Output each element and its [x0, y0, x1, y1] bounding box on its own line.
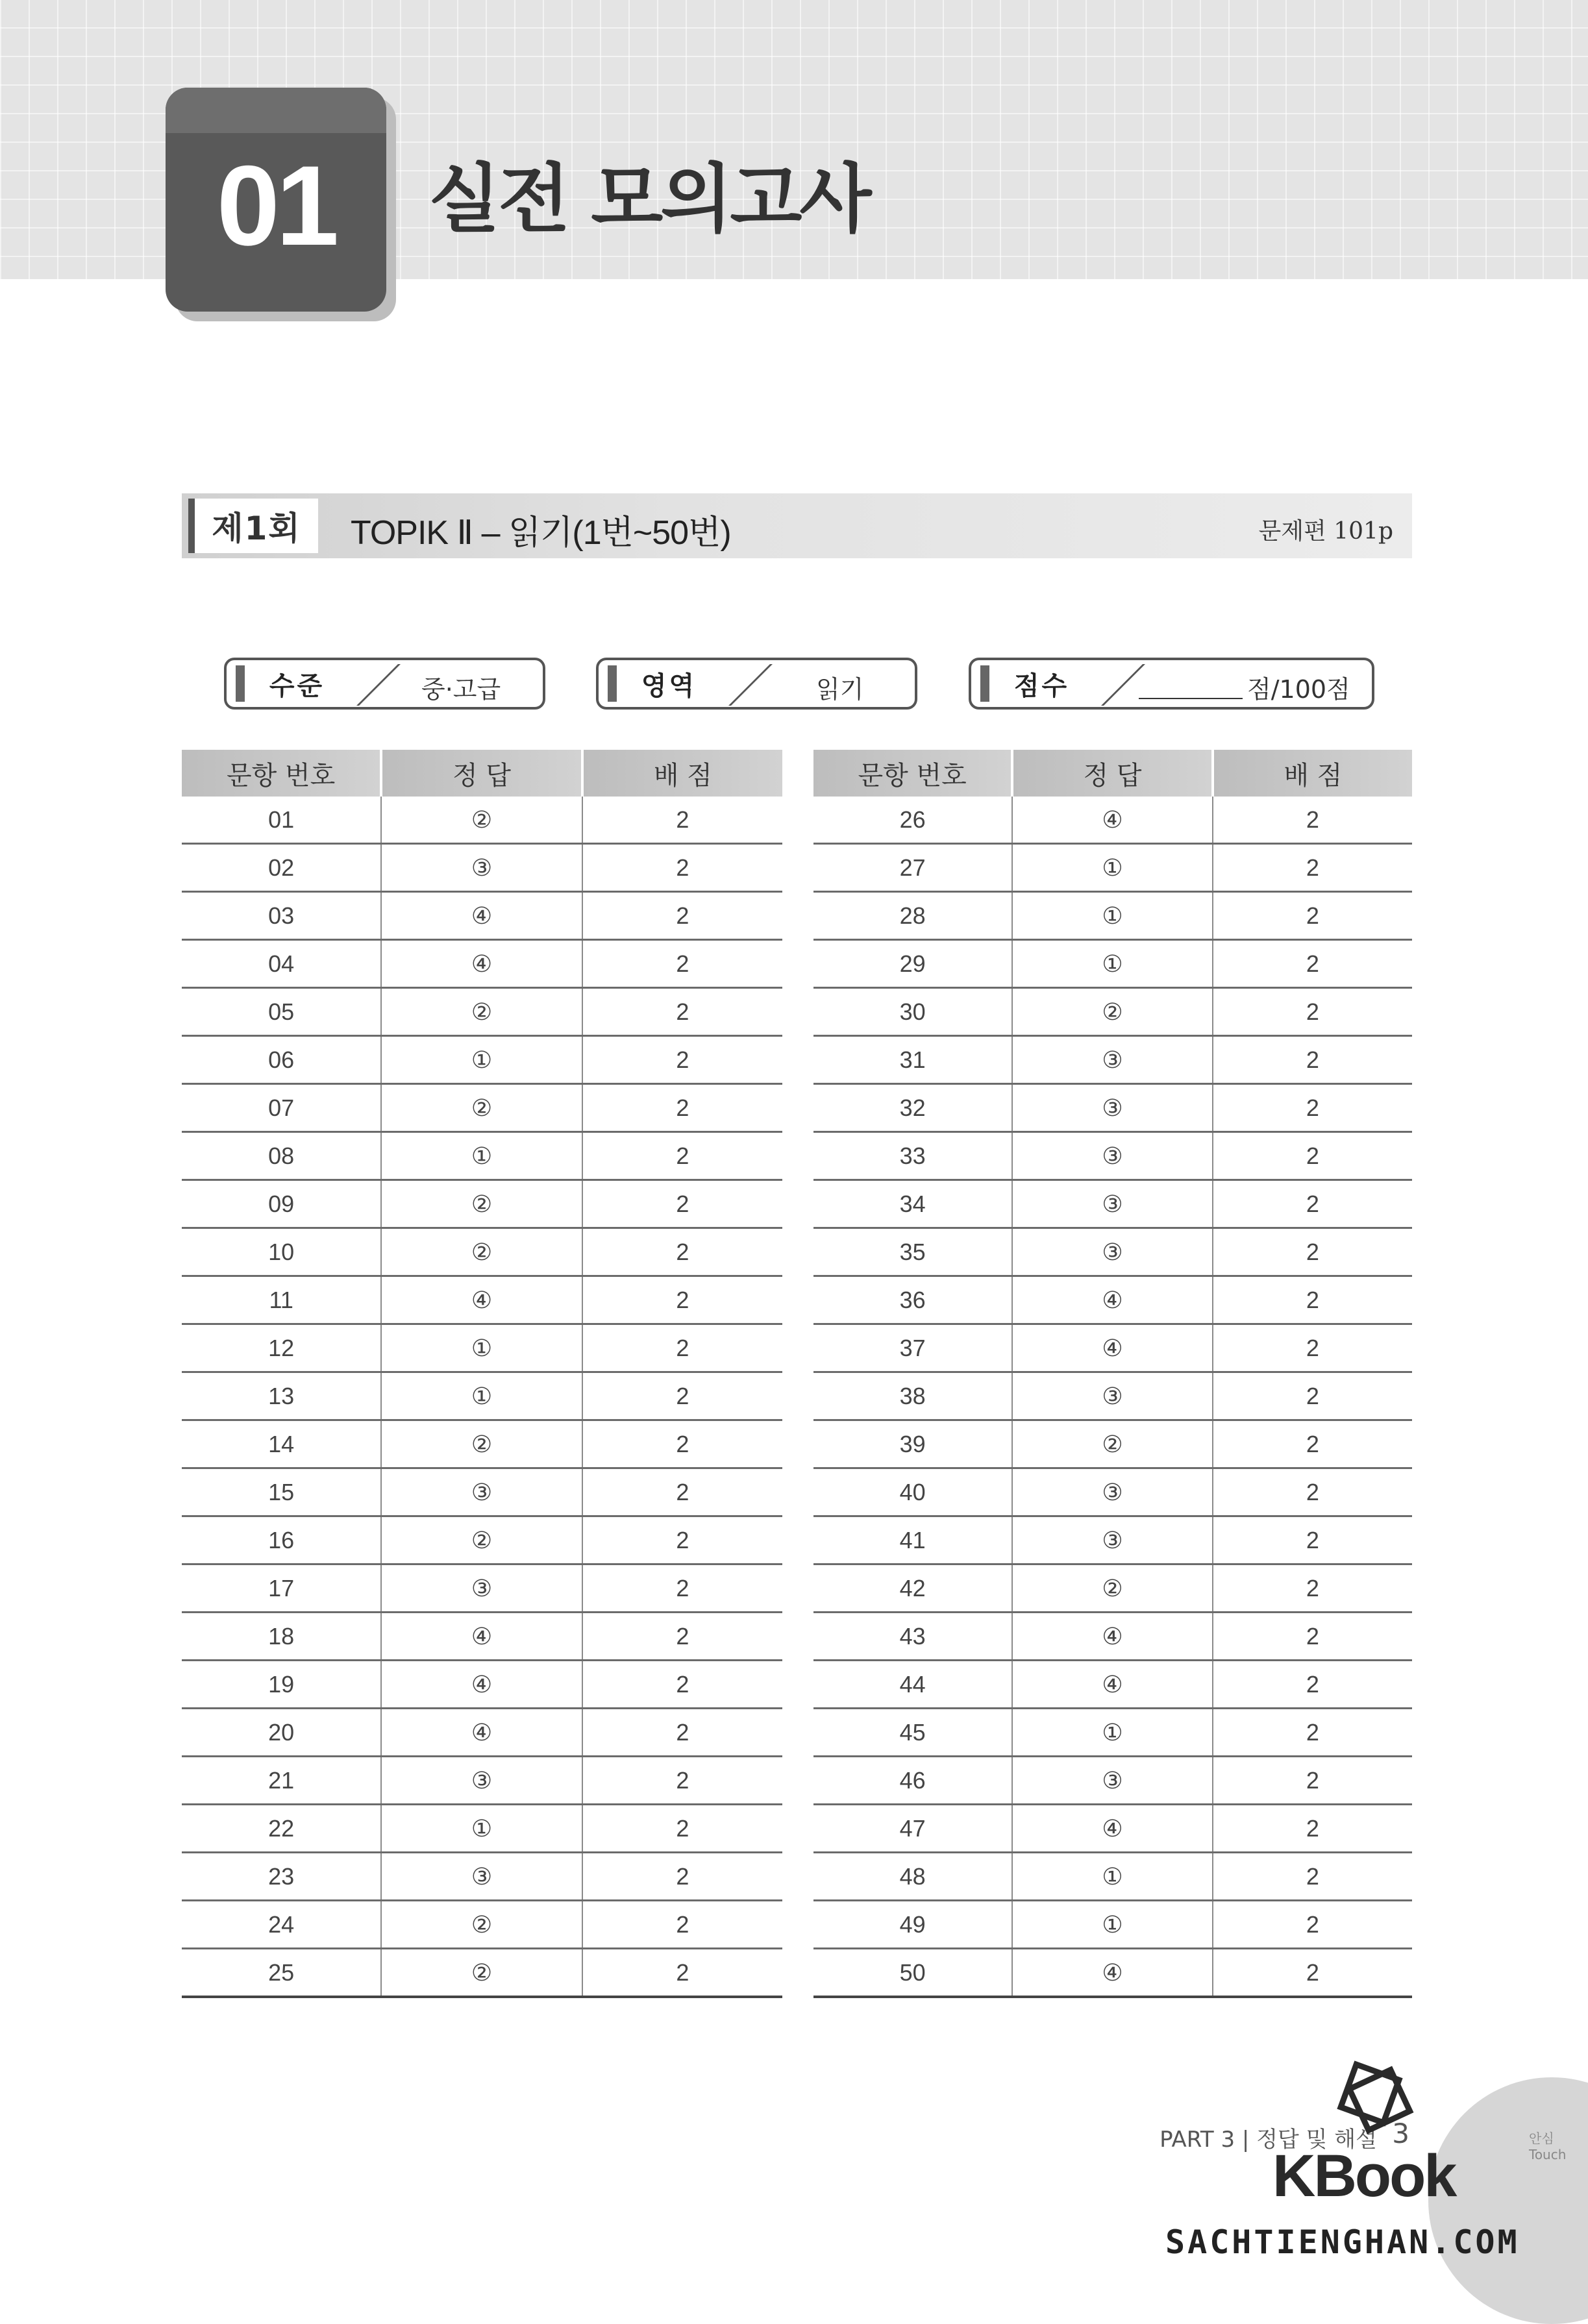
table-row [182, 1228, 782, 1276]
table-row [813, 1036, 1412, 1084]
points-cell: 2 [1213, 1228, 1412, 1276]
table-row [813, 1661, 1412, 1709]
table-row [813, 1468, 1412, 1516]
question-number-cell: 06 [182, 1036, 381, 1084]
points-cell: 2 [582, 1324, 782, 1372]
answer-cell: ④ [1012, 797, 1212, 844]
answer-cell: ④ [381, 1276, 582, 1324]
points-cell: 2 [1213, 1276, 1412, 1324]
question-number-cell: 44 [813, 1661, 1012, 1709]
points-cell: 2 [582, 1420, 782, 1468]
answer-cell: ③ [381, 1564, 582, 1613]
points-cell: 2 [582, 1564, 782, 1613]
points-cell: 2 [1213, 1661, 1412, 1709]
points-cell: 2 [582, 1276, 782, 1324]
question-number-cell: 48 [813, 1853, 1012, 1901]
points-cell: 2 [582, 940, 782, 988]
points-cell: 2 [1213, 1036, 1412, 1084]
points-cell: 2 [1213, 1805, 1412, 1853]
table-row [182, 1516, 782, 1564]
table-row [813, 1132, 1412, 1180]
question-number-cell: 11 [182, 1276, 381, 1324]
answer-cell: ③ [381, 844, 582, 892]
points-cell: 2 [1213, 892, 1412, 940]
table-row [182, 1757, 782, 1805]
pill-divider [356, 664, 401, 706]
table-row [182, 1709, 782, 1757]
question-number-cell: 41 [813, 1516, 1012, 1564]
points-cell: 2 [1213, 1516, 1412, 1564]
table-row [182, 844, 782, 892]
question-number-cell: 46 [813, 1757, 1012, 1805]
points-cell: 2 [1213, 940, 1412, 988]
answer-cell: ① [381, 1036, 582, 1084]
table-row [813, 1949, 1412, 1997]
area-pill [596, 658, 917, 710]
table-row [813, 1228, 1412, 1276]
answer-cell: ③ [1012, 1516, 1212, 1564]
table-row [813, 1324, 1412, 1372]
corner-label: 안심Touch [1529, 2131, 1567, 2162]
question-number-cell: 35 [813, 1228, 1012, 1276]
table-row [813, 797, 1412, 844]
question-number-cell: 20 [182, 1709, 381, 1757]
question-number-cell: 37 [813, 1324, 1012, 1372]
table-row [182, 940, 782, 988]
question-number-cell: 47 [813, 1805, 1012, 1853]
points-cell: 2 [582, 1661, 782, 1709]
table-row [813, 1564, 1412, 1613]
answer-cell: ④ [1012, 1324, 1212, 1372]
score-value: 점/100점 [1247, 675, 1350, 704]
points-cell: 2 [582, 1853, 782, 1901]
chapter-box [166, 88, 386, 312]
table-row [813, 844, 1412, 892]
question-number-cell: 34 [813, 1180, 1012, 1228]
answer-table-left [182, 750, 782, 1998]
points-cell: 2 [1213, 1420, 1412, 1468]
answer-cell: ③ [1012, 1372, 1212, 1420]
answer-cell: ④ [1012, 1949, 1212, 1997]
pill-divider [1101, 664, 1145, 706]
points-cell: 2 [1213, 1180, 1412, 1228]
answer-cell: ② [381, 1949, 582, 1997]
points-cell: 2 [1213, 988, 1412, 1036]
points-cell: 2 [582, 1516, 782, 1564]
col-answer: 정 답 [381, 750, 582, 797]
table-row [182, 1949, 782, 1997]
table-header-row [182, 750, 782, 797]
answer-cell: ① [1012, 1853, 1212, 1901]
answer-cell: ③ [1012, 1468, 1212, 1516]
points-cell: 2 [582, 1709, 782, 1757]
chapter-title: 실전 모의고사 [428, 156, 869, 243]
answer-cell: ② [1012, 1420, 1212, 1468]
answer-cell: ③ [1012, 1228, 1212, 1276]
answer-cell: ① [381, 1324, 582, 1372]
table-row [182, 892, 782, 940]
section-reference: 문제편 101p [1258, 518, 1393, 545]
question-number-cell: 36 [813, 1276, 1012, 1324]
points-cell: 2 [582, 892, 782, 940]
table-row [813, 1805, 1412, 1853]
answer-cell: ③ [1012, 1757, 1212, 1805]
points-cell: 2 [582, 1613, 782, 1661]
score-blank-line [1139, 698, 1243, 699]
table-row [182, 1853, 782, 1901]
answer-cell: ② [381, 1228, 582, 1276]
answer-cell: ② [381, 1420, 582, 1468]
question-number-cell: 15 [182, 1468, 381, 1516]
points-cell: 2 [1213, 1132, 1412, 1180]
section-title: TOPIK Ⅱ – 읽기(1번~50번) [351, 514, 731, 552]
footer-part-text: PART 3 | 정답 및 해설 [1160, 2127, 1377, 2153]
question-number-cell: 05 [182, 988, 381, 1036]
question-number-cell: 01 [182, 797, 381, 844]
answer-cell: ① [1012, 1901, 1212, 1949]
points-cell: 2 [582, 797, 782, 844]
table-row [182, 1468, 782, 1516]
question-number-cell: 26 [813, 797, 1012, 844]
answer-cell: ② [381, 1516, 582, 1564]
question-number-cell: 21 [182, 1757, 381, 1805]
question-number-cell: 10 [182, 1228, 381, 1276]
answer-cell: ① [1012, 940, 1212, 988]
answer-cell: ② [381, 988, 582, 1036]
question-number-cell: 03 [182, 892, 381, 940]
question-number-cell: 18 [182, 1613, 381, 1661]
table-row [182, 1324, 782, 1372]
question-number-cell: 43 [813, 1613, 1012, 1661]
answer-cell: ④ [381, 1613, 582, 1661]
table-row [813, 988, 1412, 1036]
table-row [813, 1757, 1412, 1805]
table-row [813, 1180, 1412, 1228]
table-row [813, 1853, 1412, 1901]
answer-cell: ② [381, 797, 582, 844]
question-number-cell: 40 [813, 1468, 1012, 1516]
table-row [182, 1036, 782, 1084]
answer-cell: ③ [1012, 1084, 1212, 1132]
table-header-row [813, 750, 1412, 797]
col-answer: 정 답 [1012, 750, 1212, 797]
answer-cell: ③ [381, 1757, 582, 1805]
table-row [182, 1805, 782, 1853]
question-number-cell: 31 [813, 1036, 1012, 1084]
question-number-cell: 09 [182, 1180, 381, 1228]
points-cell: 2 [1213, 1901, 1412, 1949]
question-number-cell: 30 [813, 988, 1012, 1036]
question-number-cell: 24 [182, 1901, 381, 1949]
points-cell: 2 [1213, 1709, 1412, 1757]
table-row [182, 1084, 782, 1132]
question-number-cell: 38 [813, 1372, 1012, 1420]
site-url: SACHTIENGHAN.COM [1165, 2223, 1520, 2261]
points-cell: 2 [1213, 1853, 1412, 1901]
question-number-cell: 23 [182, 1853, 381, 1901]
answer-cell: ③ [381, 1468, 582, 1516]
answer-cell: ④ [1012, 1805, 1212, 1853]
answer-cell: ① [1012, 892, 1212, 940]
table-row [813, 1372, 1412, 1420]
points-cell: 2 [582, 1901, 782, 1949]
col-question-number: 문항 번호 [182, 750, 381, 797]
question-number-cell: 16 [182, 1516, 381, 1564]
points-cell: 2 [1213, 844, 1412, 892]
pill-divider [728, 664, 773, 706]
question-number-cell: 08 [182, 1132, 381, 1180]
points-cell: 2 [582, 1757, 782, 1805]
question-number-cell: 39 [813, 1420, 1012, 1468]
answer-cell: ④ [1012, 1661, 1212, 1709]
answer-cell: ③ [1012, 1036, 1212, 1084]
kbook-logo-text: KBook [1272, 2143, 1456, 2209]
score-pill [969, 658, 1374, 710]
table-row [813, 1084, 1412, 1132]
table-row [182, 1420, 782, 1468]
table-row [182, 1132, 782, 1180]
col-points: 배 점 [1213, 750, 1412, 797]
points-cell: 2 [1213, 1468, 1412, 1516]
answer-cell: ② [1012, 988, 1212, 1036]
answer-cell: ④ [1012, 1276, 1212, 1324]
question-number-cell: 29 [813, 940, 1012, 988]
table-row [813, 1276, 1412, 1324]
question-number-cell: 45 [813, 1709, 1012, 1757]
points-cell: 2 [582, 1805, 782, 1853]
table-row [813, 892, 1412, 940]
answer-cell: ③ [1012, 1132, 1212, 1180]
question-number-cell: 14 [182, 1420, 381, 1468]
answer-cell: ② [1012, 1564, 1212, 1613]
points-cell: 2 [582, 1228, 782, 1276]
points-cell: 2 [1213, 1613, 1412, 1661]
points-cell: 2 [582, 1949, 782, 1997]
table-row [813, 1516, 1412, 1564]
level-label: 수준 [236, 665, 349, 702]
score-label: 점수 [980, 665, 1094, 702]
table-row [813, 1901, 1412, 1949]
table-row [813, 1613, 1412, 1661]
points-cell: 2 [582, 1084, 782, 1132]
answer-cell: ④ [1012, 1613, 1212, 1661]
question-number-cell: 27 [813, 844, 1012, 892]
question-number-cell: 33 [813, 1132, 1012, 1180]
question-number-cell: 25 [182, 1949, 381, 1997]
points-cell: 2 [582, 988, 782, 1036]
table-row [182, 1901, 782, 1949]
points-cell: 2 [582, 844, 782, 892]
table-row [182, 1564, 782, 1613]
answer-cell: ① [381, 1372, 582, 1420]
points-cell: 2 [1213, 1324, 1412, 1372]
table-row [182, 1276, 782, 1324]
answer-cell: ② [381, 1901, 582, 1949]
answer-table-right [813, 750, 1412, 1998]
points-cell: 2 [1213, 1084, 1412, 1132]
answer-cell: ① [381, 1805, 582, 1853]
answer-cell: ④ [381, 1709, 582, 1757]
table-row [813, 940, 1412, 988]
points-cell: 2 [582, 1180, 782, 1228]
points-cell: 2 [1213, 1564, 1412, 1613]
points-cell: 2 [1213, 797, 1412, 844]
answer-cell: ① [1012, 844, 1212, 892]
points-cell: 2 [1213, 1757, 1412, 1805]
question-number-cell: 07 [182, 1084, 381, 1132]
question-number-cell: 49 [813, 1901, 1012, 1949]
answer-cell: ④ [381, 892, 582, 940]
table-row [182, 1661, 782, 1709]
area-value: 읽기 [816, 675, 864, 704]
question-number-cell: 28 [813, 892, 1012, 940]
points-cell: 2 [582, 1132, 782, 1180]
points-cell: 2 [1213, 1372, 1412, 1420]
col-points: 배 점 [582, 750, 782, 797]
table-row [813, 1709, 1412, 1757]
answer-cell: ② [381, 1084, 582, 1132]
question-number-cell: 17 [182, 1564, 381, 1613]
table-row [182, 1372, 782, 1420]
col-question-number: 문항 번호 [813, 750, 1012, 797]
kbook-logo-icon [1311, 2058, 1435, 2149]
area-label: 영역 [608, 665, 721, 702]
answer-cell: ④ [381, 940, 582, 988]
answer-cell: ② [381, 1180, 582, 1228]
answer-cell: ③ [381, 1853, 582, 1901]
points-cell: 2 [582, 1468, 782, 1516]
question-number-cell: 19 [182, 1661, 381, 1709]
points-cell: 2 [1213, 1949, 1412, 1997]
answer-cell: ① [1012, 1709, 1212, 1757]
question-number-cell: 12 [182, 1324, 381, 1372]
question-number-cell: 04 [182, 940, 381, 988]
question-number-cell: 42 [813, 1564, 1012, 1613]
question-number-cell: 13 [182, 1372, 381, 1420]
level-pill [224, 658, 545, 710]
answer-cell: ① [381, 1132, 582, 1180]
points-cell: 2 [582, 1372, 782, 1420]
answer-cell: ③ [1012, 1180, 1212, 1228]
section-badge: 제1회 [188, 499, 318, 553]
table-row [182, 988, 782, 1036]
question-number-cell: 32 [813, 1084, 1012, 1132]
question-number-cell: 50 [813, 1949, 1012, 1997]
table-row [813, 1420, 1412, 1468]
answer-cell: ④ [381, 1661, 582, 1709]
table-row [182, 1613, 782, 1661]
chapter-number: 01 [216, 143, 336, 269]
question-number-cell: 22 [182, 1805, 381, 1853]
question-number-cell: 02 [182, 844, 381, 892]
points-cell: 2 [582, 1036, 782, 1084]
page-number: 3 [1392, 2118, 1409, 2149]
table-row [182, 1180, 782, 1228]
level-value: 중·고급 [421, 675, 501, 704]
table-row [182, 797, 782, 844]
